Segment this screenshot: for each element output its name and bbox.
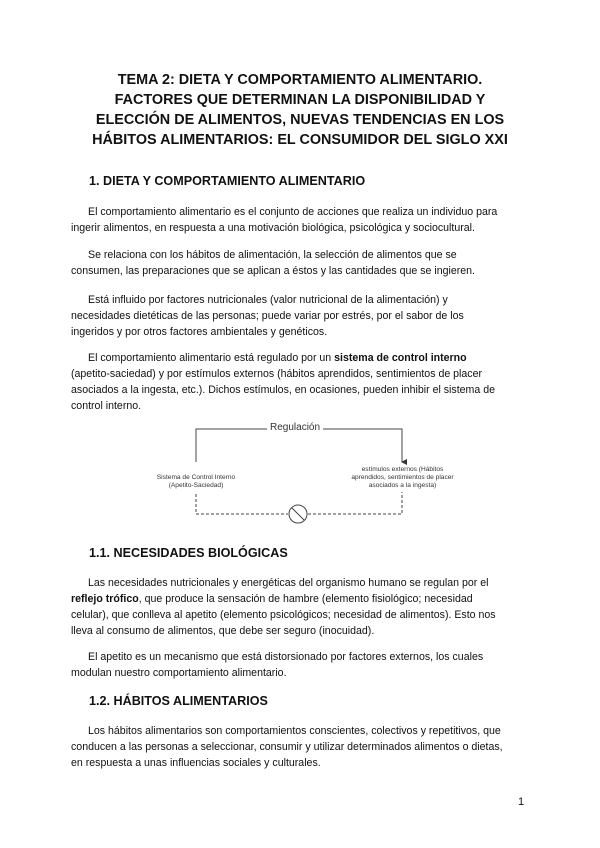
paragraph-factors [71,292,531,340]
paragraph-eating-habits [71,723,531,771]
paragraph-regulation [71,350,531,414]
page-title [60,70,540,150]
text-line [71,591,531,607]
text-line: El apetito es un mecanismo que está distorsionado por factores externos, los cuales [88,651,484,663]
text-line: modulan nuestro comportamiento alimentario. [71,667,287,679]
paragraph-definition [71,204,531,236]
bold-term: reflejo trófico [71,593,139,605]
label-line: estímulos externos (Hábitos [361,466,444,473]
section-heading-1-2: 1.2. HÁBITOS ALIMENTARIOS [89,694,268,708]
bold-term: sistema de control interno [334,352,467,364]
text-line: celular), que conlleva al apetito (elemento psicológicos; necesidad de alimentos). Esto nos [71,609,496,621]
text-line: ingeridos y por otros factores ambientales y genéticos. [71,326,328,338]
regulation-label: Regulación [267,422,323,433]
label-line: asociados a la ingesta) [368,482,437,489]
label-line: Sistema de Control Interno [156,474,236,481]
text-line: necesidades dietéticas de las personas; puede variar por estrés, por el sabor de los [71,310,464,322]
text-run: El comportamiento alimentario está regulado por un [88,352,335,364]
text-line: Está influido por factores nutricionales (valor nutricional de la alimentación) y [88,294,448,306]
feedback-dashed-right [308,492,402,514]
feedback-dashed-left [196,494,288,514]
page-number: 1 [518,796,525,808]
label-line: aprendidos, sentimientos de placer [351,474,454,481]
section-heading-1: 1. DIETA Y COMPORTAMIENTO ALIMENTARIO [89,174,366,188]
regulation-diagram [140,418,460,528]
text-line: control interno. [71,400,142,412]
regulation-arrow [196,429,402,462]
text-line: en respuesta a unas influencias sociales y culturales. [71,757,321,769]
paragraph-biological-needs [71,575,531,639]
text-run: , que produce la sensación de hambre (elemento fisiológico; necesidad [138,593,473,605]
title-line: HÁBITOS ALIMENTARIOS: EL CONSUMIDOR DEL SIGLO XXI [92,132,508,148]
title-line: ELECCIÓN DE ALIMENTOS, NUEVAS TENDENCIAS EN LOS [95,112,505,128]
text-line [71,350,531,366]
text-line: asociados a la ingesta, etc.). Dichos estímulos, en ocasiones, pueden inhibir el sistema de [71,384,495,396]
external-stimuli-label [345,466,460,490]
label-line: (Apetito-Saciedad) [168,482,224,489]
text-line: Los hábitos alimentarios son comportamientos conscientes, colectivos y repetitivos, que [88,725,501,737]
text-line: consumen, las preparaciones que se aplican a éstos y las cantidades que se ingieren. [71,265,475,277]
title-line: TEMA 2: DIETA Y COMPORTAMIENTO ALIMENTARIO. [117,72,483,88]
text-line: conducen a las personas a seleccionar, consumir y utilizar determinados alimentos o dietas, [71,741,503,753]
section-heading-1-1: 1.1. NECESIDADES BIOLÓGICAS [89,546,288,560]
paragraph-habits [71,247,531,279]
internal-control-label [146,474,246,490]
title-line: FACTORES QUE DETERMINAN LA DISPONIBILIDAD Y [114,92,486,108]
paragraph-appetite [71,649,531,681]
text-line: lleva al consumo de alimentos, que debe ser seguro (inocuidad). [71,625,375,637]
text-line: (apetito-saciedad) y por estímulos externos (hábitos aprendidos, sentimientos de placer [71,368,483,380]
text-line: El comportamiento alimentario es el conjunto de acciones que realiza un individuo para [88,206,498,218]
text-line: ingerir alimentos, en respuesta a una motivación biológica, psicológica y sociocultural. [71,222,475,234]
text-line: Se relaciona con los hábitos de alimentación, la selección de alimentos que se [88,249,457,261]
text-line: Las necesidades nutricionales y energéticas del organismo humano se regulan por el [88,577,489,589]
